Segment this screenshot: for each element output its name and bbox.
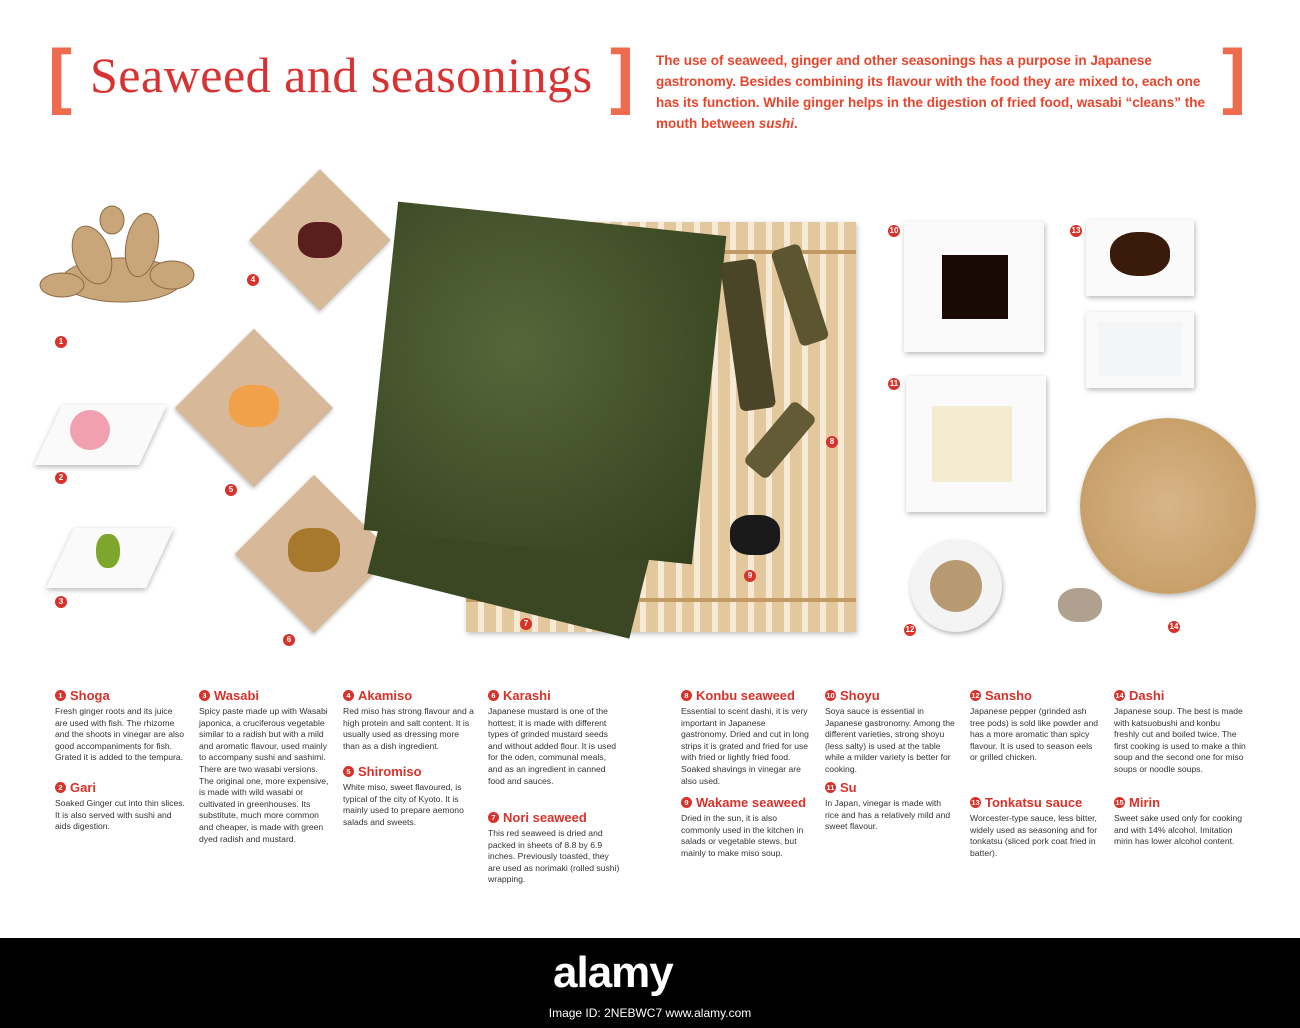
item-text: Red miso has strong flavour and a high protein and salt content. It is usually used as dressing more than as a dish ingredient. [343,706,474,751]
item-title: Konbu seaweed [696,688,795,703]
item-number: 15 [1115,798,1124,807]
item-text: Spicy paste made up with Wasabi japonica, a cruciferous vegetable similar to a radish but with a mild and aromatic flavour, used mainly to accompany sushi and sashimi. There are two wasabi versions. The original one, more expensive, is made with wild wasabi or cultivated in greenhouses. Its substitute, much more common and cheaper, is made with green dyed radish and mustard. [199,706,329,844]
item-number: 12 [971,691,980,700]
item-text: Fresh ginger roots and its juice are used with fish. The rhizome and the shoots in vinegar are also good accompaniments for fish. Grated it is added to the tempura. [55,706,184,763]
item-title: Shiromiso [358,764,422,779]
intro-part: The use of seaweed, ginger and other seasonings has a purpose in Japanese gastronomy. Besides combining its flavour with the food they are mixed to, each one has its function. While ginger helps in the digestion of fried food, wasabi “cleans” the mouth between [656,53,1206,131]
item-title: Gari [70,780,97,795]
item-number: 5 [343,766,354,777]
karashi-paste [288,528,340,572]
marker-9: 9 [744,570,756,582]
item-number: 9 [681,797,692,808]
item-number: 10 [826,691,835,700]
sansho-powder [930,560,982,612]
su-vinegar [932,406,1012,482]
marker-10: 10 [889,226,899,235]
item-shoga [55,688,187,764]
stock-info: Image ID: 2NEBWC7 www.alamy.com [548,1006,752,1020]
wasabi-paste [96,534,120,568]
item-title: Akamiso [358,688,413,703]
item-wakame [681,795,813,859]
item-title: Wasabi [214,688,260,703]
marker-13: 13 [1071,226,1081,235]
item-shoyu [825,688,957,776]
item-number: 7 [488,812,499,823]
item-number: 1 [55,690,66,701]
item-title: Tonkatsu sauce [985,795,1083,810]
mirin-liquid [1098,322,1182,376]
item-title: Nori seaweed [503,810,587,825]
item-shiromiso [343,764,475,828]
item-wasabi [199,688,331,845]
item-akamiso [343,688,475,752]
item-number: 11 [826,783,835,792]
marker-2: 2 [55,472,67,484]
page-title: Seaweed and seasonings [90,47,593,103]
akamiso-paste [298,222,342,258]
item-gari [55,780,187,833]
item-title: Su [840,780,857,795]
intro-end: . [794,116,798,131]
item-title: Shoyu [840,688,880,703]
dashi-bowl [1080,418,1256,594]
item-nori [488,810,620,886]
item-text: Soaked Ginger cut into thin slices. It is also served with sushi and aids digestion. [55,798,185,832]
item-text: Sweet sake used only for cooking and with 14% alcohol. Imitation mirin has lower alcohol content. [1114,813,1243,847]
item-text: White miso, sweet flavoured, is typical of the city of Kyoto. It is mainly used to prepare aemono salads and sweets. [343,782,464,827]
item-number: 3 [199,690,210,701]
item-text: Japanese soup. The best is made with katsuobushi and konbu freshly cut and boiled twice. The first cooking is used to make a thin soup and the second one for miso soups or noodle soups. [1114,706,1246,774]
marker-4: 4 [247,274,259,286]
bracket-open: [ [48,36,72,116]
item-text: In Japan, vinegar is made with rice and has a relatively mild and sweet flavour. [825,798,951,832]
intro-text [656,50,1216,134]
item-sansho [970,688,1102,764]
item-number: 13 [971,798,980,807]
item-konbu [681,688,813,787]
item-text: Worcester-type sauce, less bitter, widely used as seasoning and for tonkatsu (sliced pork coat fried in batter). [970,813,1098,858]
item-text: Japanese pepper (grinded ash tree pods) is sold like powder and has a more aromatic than spicy flavour. It is used to season eels or grilled chicken. [970,706,1099,763]
item-number: 14 [1115,691,1124,700]
item-title: Mirin [1129,795,1161,810]
item-title: Dashi [1129,688,1165,703]
shiromiso-paste [229,385,279,427]
marker-3: 3 [55,596,67,608]
item-text: Essential to scent dashi, it is very important in Japanese gastronomy. Dried and cut in long strips it is grated and fried for use with fried or lightly fried food. Soaked shavings in vinegar are also used. [681,706,809,786]
item-dashi [1114,688,1246,776]
item-title: Wakame seaweed [696,795,807,810]
item-text: Dried in the sun, it is also commonly used in the kitchen in salads or vegetable stews, but mainly to make miso soup. [681,813,804,858]
intro-italic: sushi [758,116,795,131]
item-mirin [1114,795,1246,848]
item-title: Karashi [503,688,551,703]
bracket-mid: ] [610,36,634,116]
dashi-flakes [1058,588,1102,622]
item-text: This red seaweed is dried and packed in sheets of 8.8 by 6.9 inches. Previously toasted, they are used as norimaki (rolled sushi) wrapping. [488,828,620,885]
item-number: 4 [343,690,354,701]
gari-pickle [70,410,110,450]
item-number: 8 [681,690,692,701]
item-number: 2 [55,782,66,793]
wakame-pile [730,515,780,555]
marker-14: 14 [1169,622,1179,631]
item-tonkatsu [970,795,1102,859]
marker-7: 7 [520,618,532,630]
item-title: Shoga [70,688,110,703]
item-text: Japanese mustard is one of the hottest; it is made with different types of grinded mustard seeds and without added flour. It is used for the oden, communal meals, and as an ingredient in canned food and sauces. [488,706,617,786]
item-karashi [488,688,620,787]
ginger-illustration [32,200,202,330]
item-su [825,780,957,833]
shoyu-sauce [942,255,1008,319]
marker-5: 5 [225,484,237,496]
item-text: Soya sauce is essential in Japanese gastronomy. Among the different varieties, strong shoyu (less salty) is used at the table while a milder variety is better for cooking. [825,706,955,774]
marker-8: 8 [826,436,838,448]
marker-6: 6 [283,634,295,646]
brand-logo: alamy [553,948,673,997]
marker-11: 11 [889,379,899,388]
marker-1: 1 [55,336,67,348]
item-title: Sansho [985,688,1032,703]
nori-sheet-front [364,202,727,565]
marker-12: 12 [905,625,915,634]
bracket-close: ] [1222,36,1246,116]
item-number: 6 [488,690,499,701]
tonkatsu-sauce [1110,232,1170,276]
